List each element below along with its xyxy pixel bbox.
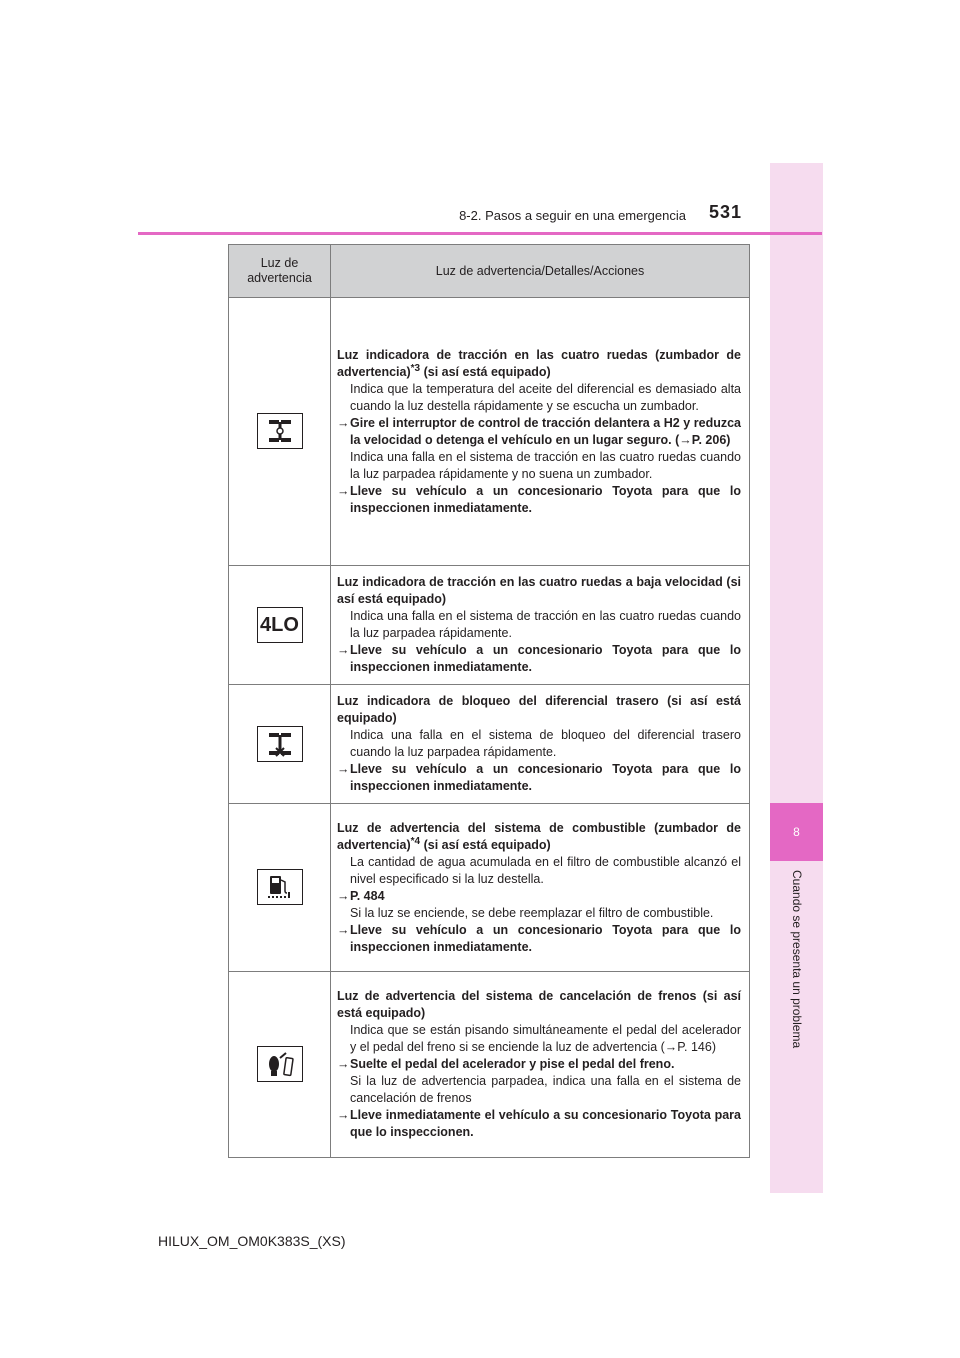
header-rule	[138, 232, 822, 235]
fuel-system-icon	[257, 869, 303, 905]
light-action: → Lleve su vehículo a un concesionario Toyota para que lo inspeccionen inmediatamente.	[337, 483, 741, 515]
light-title: Luz de advertencia del sistema de combustible (zumbador de advertencia)$^{*4}$ (si así está equipado)	[337, 820, 741, 852]
light-action: → Suelte el pedal del acelerador y pise el pedal del freno.	[337, 1057, 675, 1071]
chapter-number-tab	[770, 803, 823, 861]
4wd-indicator-icon	[257, 413, 303, 449]
col-header-details: Luz de advertencia/Detalles/Acciones	[331, 245, 750, 298]
light-description: Indica una falla en el sistema de tracción en las cuatro ruedas cuando la luz parpadea rápidamente y no suena un zumbador.	[350, 449, 741, 481]
light-action: → P. 484	[337, 888, 385, 903]
col-header-light: Luz de advertencia	[229, 245, 331, 298]
page-number: 531	[708, 202, 742, 222]
warning-lights-table	[228, 244, 750, 1158]
light-title: Luz indicadora de bloqueo del diferencial trasero (si así está equipado)	[337, 694, 741, 725]
light-title: Luz indicadora de tracción en las cuatro ruedas (zumbador de advertencia)$^{*3}$ (si así está equipado)	[337, 347, 741, 379]
light-action: → Gire el interruptor de control de tracción delantera a H2 y reduzca la velocidad o detenga el vehículo en un lugar seguro. (→P. 206)	[337, 415, 741, 447]
footer-code: HILUX_OM_OM0K383S_(XS)	[158, 1233, 346, 1249]
light-title: Luz de advertencia del sistema de cancelación de frenos (si así está equipado)	[337, 989, 741, 1020]
light-action: → Lleve su vehículo a un concesionario Toyota para que lo inspeccionen inmediatamente.	[337, 922, 741, 954]
light-description: La cantidad de agua acumulada en el filtro de combustible alcanzó el nivel especificado si la luz destella.	[350, 854, 741, 886]
light-description: Indica que se están pisando simultáneamente el pedal del acelerador y el pedal del freno si se enciende la luz de advertencia (→P. 146)	[350, 1023, 741, 1054]
4lo-indicator-icon: 4LO	[257, 607, 303, 643]
light-description: Indica una falla en el sistema de tracción en las cuatro ruedas cuando la luz parpadea rápidamente.	[350, 609, 741, 640]
light-title: Luz indicadora de tracción en las cuatro ruedas a baja velocidad (si así está equipado)	[337, 575, 741, 606]
light-description: Indica una falla en el sistema de bloqueo del diferencial trasero cuando la luz parpadea rápidamente.	[350, 728, 741, 759]
light-description: Si la luz de advertencia parpadea, indica una falla en el sistema de cancelación de frenos	[350, 1074, 741, 1105]
rear-differential-lock-icon	[257, 726, 303, 762]
table-row	[229, 804, 750, 972]
light-action: → Lleve su vehículo a un concesionario Toyota para que lo inspeccionen inmediatamente.	[337, 643, 741, 674]
brake-override-icon	[257, 1046, 303, 1082]
table-header-row	[229, 245, 750, 298]
light-description: Si la luz se enciende, se debe reemplazar el filtro de combustible.	[350, 905, 714, 920]
table-row	[229, 566, 750, 685]
table-row	[229, 685, 750, 804]
chapter-number: 8	[793, 825, 800, 839]
chapter-title: Cuando se presenta un problema	[790, 870, 804, 1049]
light-action: → Lleve su vehículo a un concesionario Toyota para que lo inspeccionen inmediatamente.	[337, 762, 741, 793]
light-action: → Lleve inmediatamente el vehículo a su concesionario Toyota para que lo inspeccionen.	[337, 1108, 741, 1139]
table-row	[229, 298, 750, 566]
table-row	[229, 972, 750, 1158]
light-description: Indica que la temperatura del aceite del diferencial es demasiado alta cuando la luz destella rápidamente y se escucha un zumbador.	[350, 381, 741, 413]
section-title: 8-2. Pasos a seguir en una emergencia	[459, 208, 686, 223]
